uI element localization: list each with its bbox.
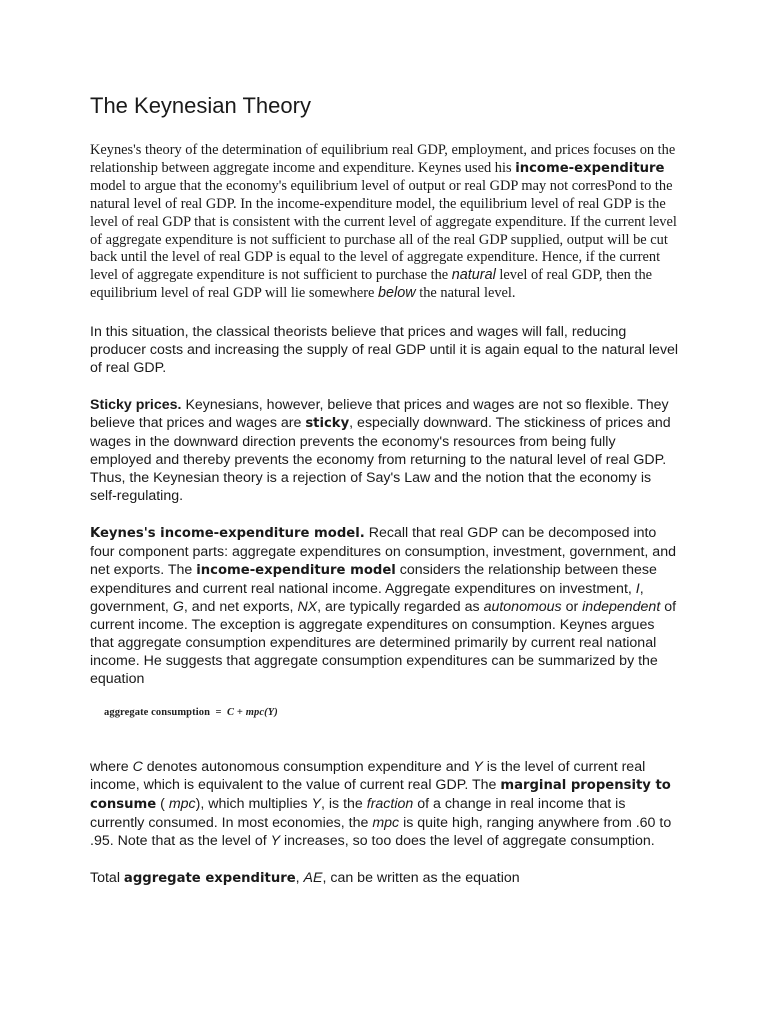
text: is the level of current real income, which is equivalent to the value of current real GDP. The — [90, 759, 646, 794]
consumption-equation — [104, 707, 680, 718]
paragraph-sticky-prices — [90, 396, 680, 505]
symbol-g: G — [172, 599, 184, 616]
text: considers the relationship between these expenditures and current real national income. Aggregate expenditures on investment, — [90, 562, 657, 598]
text: ), which multiplies — [195, 796, 312, 813]
equation-equals: = — [215, 707, 222, 719]
text: Keynes's theory of the determination of equilibrium real GDP, employment, and prices focuses on the relationship between aggregate income and expenditure. Keynes used his — [90, 142, 676, 176]
text: the natural level. — [415, 285, 516, 302]
text: denotes autonomous consumption expenditure and — [142, 759, 474, 776]
text: Total — [90, 870, 124, 887]
text: , government, — [90, 581, 644, 616]
paragraph-income-expenditure-model — [90, 524, 680, 688]
text: of a change in real income that is currently consumed. In most economies, the — [90, 796, 626, 832]
symbol-i: I — [635, 581, 640, 598]
emphasis-autonomous: autonomous — [483, 599, 562, 616]
term-sticky: sticky — [305, 416, 350, 432]
text: is quite high, ranging anywhere from .60 to .95. Note that as the level of — [90, 815, 672, 850]
equation-y: (Y) — [264, 707, 278, 719]
symbol-c: C — [132, 759, 143, 776]
text: , can be written as the equation — [322, 870, 520, 887]
text: , and net exports, — [183, 599, 298, 616]
emphasis-below: below — [378, 285, 416, 302]
text: or — [561, 599, 583, 616]
text: , are typically regarded as — [317, 599, 484, 616]
term-income-expenditure-model: income-expenditure model — [196, 563, 396, 579]
heading-model-part1: Keynes's inco — [90, 526, 191, 542]
text: ( — [156, 796, 169, 813]
paragraph-aggregate-expenditure — [90, 869, 680, 888]
text: , is the — [321, 796, 367, 813]
equation-mpc: mpc — [245, 707, 265, 719]
symbol-y: Y — [311, 796, 321, 813]
symbol-mpc: mpc — [168, 796, 196, 813]
symbol-ae: AE — [303, 870, 323, 887]
paragraph-mpc — [90, 758, 680, 850]
text: , — [295, 870, 304, 887]
term-aggregate-expenditure: aggregate expenditure — [123, 871, 296, 887]
paragraph-classical-view — [90, 323, 680, 377]
text: In this situation, the classical theorists believe that prices and wages will fall, reducing producer costs and increasing the supply of real GDP until it is again equal to the natural level of real GDP. — [90, 324, 679, 377]
emphasis-natural: natural — [451, 267, 496, 284]
text: where — [90, 759, 133, 776]
symbol-y: Y — [270, 833, 281, 850]
text: model to argue that the economy's equilibrium level of output or real GDP may not corresPond to the natural level of real GDP. In the income-expenditure model, the equilibrium level of real GDP is the level of real GDP that is consistent with the current level of aggregate expenditure. If the current level of aggregate expenditure is not sufficient to purchase all of the real GDP supplied, output will be cut back until the level of real GDP is equal to the level of aggregate expenditure. Hence, if the current level of aggregate expenditure is not sufficient to purchase the — [90, 177, 677, 284]
emphasis-fraction: fraction — [366, 796, 414, 813]
page-title: The Keynesian Theory — [90, 93, 311, 118]
text: Recall that real GDP can be decomposed into four component parts: aggregate expenditures on consumption, investment, government, and net exports. The — [90, 525, 676, 579]
text: increases, so too does the level of aggregate consumption. — [280, 833, 655, 850]
heading-sticky-prices: Sticky prices. — [90, 397, 182, 414]
paragraph-keynes-theory — [90, 142, 680, 303]
emphasis-independent: independent — [582, 599, 661, 616]
equation-c: C — [227, 707, 235, 719]
text: Keynesians, however, believe that prices and wages are not so flexible. They believe that prices and wages are — [90, 397, 669, 432]
symbol-nx: NX — [297, 599, 318, 616]
term-marginal-propensity: marginal propensity to consume — [90, 778, 671, 813]
symbol-mpc: mpc — [372, 815, 400, 832]
equation-plus: + — [236, 707, 243, 719]
equation-lhs: aggregate consumption — [104, 707, 211, 719]
document-page — [90, 92, 680, 907]
symbol-y: Y — [473, 759, 483, 776]
heading-model-part2: me-expenditure model. — [190, 526, 365, 542]
text: level of real GDP, then the equilibrium level of real GDP will lie somewhere — [90, 267, 653, 302]
text: of current income. The exception is aggregate expenditures on consumption. Keynes argues that aggregate consumption expenditures are determined primarily by current real national income. He suggests that aggregate consumption expenditures can be summarized by the equation — [90, 599, 677, 688]
text: , especially downward. The stickiness of prices and wages in the downward direction prevents the economy's resources from being fully employed and thereby prevents the economy from returning to the natural level of real GDP. Thus, the Keynesian theory is a rejection of Say's Law and the notion that the economy is self-regulating. — [90, 415, 671, 505]
term-income-expenditure: income-expenditure — [515, 160, 665, 176]
